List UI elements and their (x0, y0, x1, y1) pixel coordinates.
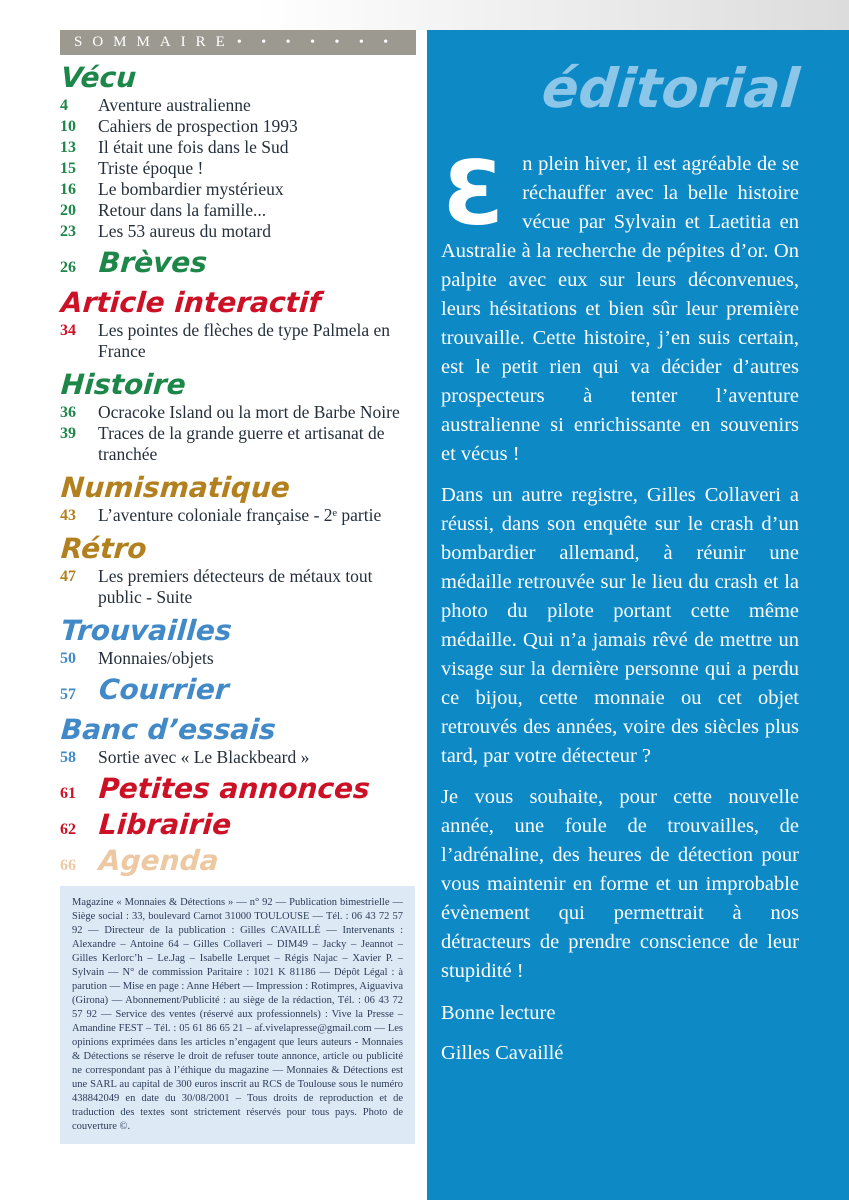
toc-section-heading-retro: Rétro (59, 532, 148, 565)
toc-item (60, 505, 416, 526)
toc-item (60, 95, 416, 116)
editorial-title: éditorial (539, 57, 802, 120)
toc-item-page-number: 57 (60, 686, 76, 703)
toc-item-title: Triste époque ! (98, 158, 204, 178)
imprint-box (60, 886, 415, 1144)
toc-section-heading-numismatique: Numismatique (59, 471, 292, 504)
editorial-panel (427, 30, 849, 1200)
toc-item-page-number: 43 (60, 507, 76, 524)
toc-item-page-number: 61 (60, 785, 76, 802)
toc-item-title: Retour dans la famille... (98, 200, 267, 220)
toc-item-page-number: 62 (60, 821, 76, 838)
toc-item (60, 566, 416, 608)
toc-item-page-number: 50 (60, 650, 76, 667)
toc-item-title: Il était une fois dans le Sud (98, 137, 289, 157)
toc-item-title: Cahiers de prospection 1993 (98, 116, 298, 136)
toc-item (60, 221, 416, 242)
toc-item-page-number: 13 (60, 139, 76, 156)
toc-section-label: Brèves (97, 246, 209, 279)
toc-section-heading-banc-essais: Banc d’essais (59, 713, 277, 746)
toc-item-page-number: 4 (60, 97, 68, 114)
editorial-paragraph-2: Dans un autre registre, Gilles Collaveri a réussi, dans son enquête sur le crash d’un bombardier allemand, à réunir une médaille retrouvée sur le lieu du crash et la photo du pilote portant cette même médaille. Qui n’a jamais rêvé de mettre un visage sur la dernière personne qui a perdu ce bijou, cette monnaie ou cet objet retrouvés des années, voire des siècles plus tard, par votre détecteur ? (441, 484, 799, 767)
toc-item-title: Aventure australienne (98, 95, 251, 115)
toc-item-title: Sortie avec « Le Blackbeard » (98, 747, 310, 767)
toc-section-heading-article-interactif: Article interactif (59, 286, 323, 319)
editorial-paragraph-3: Je vous souhaite, pour cette nouvelle année, une foule de trouvailles, de l’adrénaline, des heures de détection pour vous maintenir en forme et un improbable évènement qui permettrait à nos détracteurs de prendre conscience de leur stupidité ! (441, 786, 799, 982)
toc-item-page-number: 26 (60, 259, 76, 276)
toc-item-page-number: 36 (60, 404, 76, 421)
toc-item-title: Ocracoke Island ou la mort de Barbe Noire (98, 402, 400, 422)
toc-item-page-number: 34 (60, 322, 76, 339)
toc-item-page-number: 20 (60, 202, 76, 219)
toc-item-page-number: 66 (60, 857, 76, 874)
toc-item-page-number: 39 (60, 425, 76, 442)
toc-item-title: Les premiers détecteurs de métaux tout public - Suite (98, 566, 373, 607)
toc-item-page-number: 58 (60, 749, 76, 766)
toc-section-label: Courrier (97, 673, 230, 706)
toc-section-label: Petites annonces (97, 772, 371, 805)
toc-section-heading-trouvailles: Trouvailles (59, 614, 233, 647)
sommaire-title: SOMMAIRE (74, 34, 235, 50)
editorial-paragraph-1 (441, 142, 799, 469)
toc-section-heading-petites-annonces (60, 774, 416, 804)
sommaire-column (60, 30, 416, 1144)
toc-item (60, 158, 416, 179)
page-top-gradient (0, 0, 849, 30)
toc-item-page-number: 16 (60, 181, 76, 198)
toc-item-title: Les 53 aureus du motard (98, 221, 272, 241)
toc-item-page-number: 10 (60, 118, 76, 135)
editorial-signature: Gilles Cavaillé (441, 1042, 564, 1064)
toc-section-heading-histoire: Histoire (59, 368, 187, 401)
toc-section-heading-breves (60, 248, 416, 278)
toc-item-page-number: 47 (60, 568, 76, 585)
sommaire-dots-decoration: • • • • • • • (236, 34, 397, 50)
editorial-paragraph-1-text: n plein hiver, il est agréable de se réchauffer avec la belle histoire vécue par Sylvain et Laetitia en Australie à la recherche de pépites d’or. On palpite avec eux sur leurs déconvenues, leurs hésitations et bien sûr leur première trouvaille. Cette histoire, j’en suis certain, est le petit rien qui va décider d’autres prospecteurs à tenter l’aventure australienne si enrichissante en souvenirs et vécus ! (441, 153, 799, 465)
toc-section-label: Librairie (97, 808, 233, 841)
toc-item (60, 200, 416, 221)
toc-item (60, 320, 416, 362)
toc-item (60, 747, 416, 768)
imprint-text: Magazine « Monnaies & Détections » — n° 92 — Publication bimestrielle — Siège social : 33, boulevard Carnot 31000 TOULOUSE — Tél. : 06 43 72 57 92 — Directeur de la publication : Gilles CAVAILLÉ — Intervenants : Alexandre – Antoine 64 – Gilles Collaveri – DIM49 – Jacky – Jeannot – Gilles Kerlorc’h – Le.Jag – Isabelle Lerquet – Régis Najac – Xavier P. – Sylvain — N° de commission Paritaire : 1021 K 81186 — Dépôt Légal : à parution — Mise en page : Anne Hébert — Impression : Rotimpres, Aiguaviva (Girona) — Abonnement/Publicité : au siège de la rédaction, Tél. : 06 43 72 57 92 — Service des ventes (réservé aux professionnels) : Vive la Presse – Amandine FEST – Tél. : 05 61 86 65 21 – af.vivelapresse@gmail.com — Les opinions exprimées dans les articles n’engagent que leurs auteurs - Monnaies & Détections se réserve le droit de refuser toute annonce, article ou publicité ne correspondant pas à l’éthique du magazine — Monnaies & Détections est une SARL au capital de 300 euros inscrit au RCS de Toulouse sous le numéro 438842049 en date du 30/08/2001 – Tous droits de reproduction et de traduction des textes sont strictement réservés pour tous pays. Photo de couverture ©. (72, 897, 403, 1132)
toc-section-heading-agenda (60, 846, 416, 876)
toc-item-title: L’aventure coloniale française - 2ᵉ partie (98, 505, 382, 525)
toc-item (60, 137, 416, 158)
toc-item (60, 648, 416, 669)
toc-item-page-number: 23 (60, 223, 76, 240)
toc-item (60, 179, 416, 200)
toc-section-heading-librairie (60, 810, 416, 840)
toc-item-title: Traces de la grande guerre et artisanat de tranchée (98, 423, 385, 464)
toc-item (60, 402, 416, 423)
toc-section-label: Agenda (97, 844, 220, 877)
toc-item (60, 423, 416, 465)
sommaire-band (60, 30, 416, 55)
toc-item-page-number: 15 (60, 160, 76, 177)
dropcap-letter-e: Ɛ (443, 142, 505, 245)
toc-item-title: Les pointes de flèches de type Palmela en France (98, 320, 391, 361)
toc-item (60, 116, 416, 137)
toc-item-title: Monnaies/objets (98, 648, 214, 668)
editorial-closing: Bonne lecture (441, 1002, 556, 1024)
toc-section-heading-vecu: Vécu (59, 61, 138, 94)
toc-item-title: Le bombardier mystérieux (98, 179, 284, 199)
toc-section-heading-courrier (60, 675, 416, 705)
